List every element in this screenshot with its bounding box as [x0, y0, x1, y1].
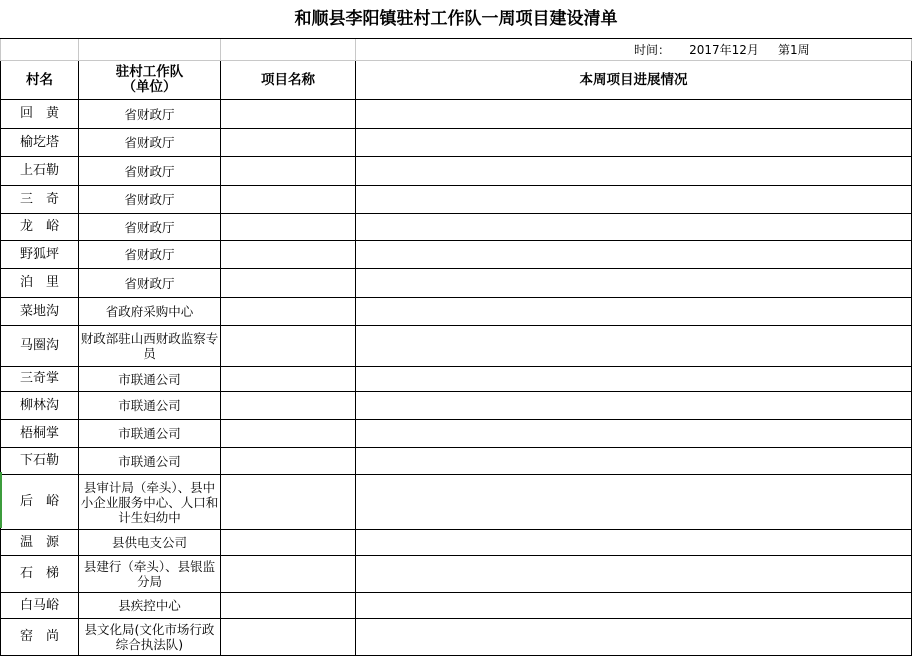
- village-cell[interactable]: 三 奇: [1, 186, 79, 214]
- blank-cell[interactable]: [79, 39, 221, 61]
- unit-cell[interactable]: 市联通公司: [79, 448, 221, 475]
- unit-cell[interactable]: 省财政厅: [79, 214, 221, 241]
- table-row: [1, 326, 912, 367]
- table-row: [1, 241, 912, 269]
- progress-cell[interactable]: [356, 367, 912, 392]
- unit-cell[interactable]: 市联通公司: [79, 367, 221, 392]
- unit-cell[interactable]: 财政部驻山西财政监察专员: [79, 326, 221, 367]
- project-cell[interactable]: [221, 448, 356, 475]
- progress-cell[interactable]: [356, 129, 912, 157]
- project-cell[interactable]: [221, 530, 356, 556]
- table-row: [1, 556, 912, 593]
- table-row: [1, 157, 912, 186]
- progress-cell[interactable]: [356, 593, 912, 619]
- unit-cell[interactable]: 省财政厅: [79, 129, 221, 157]
- progress-cell[interactable]: [356, 530, 912, 556]
- progress-cell[interactable]: [356, 392, 912, 420]
- progress-cell[interactable]: [356, 326, 912, 367]
- progress-cell[interactable]: [356, 298, 912, 326]
- unit-cell[interactable]: 市联通公司: [79, 392, 221, 420]
- unit-cell[interactable]: 县建行（牵头）、县银监分局: [79, 556, 221, 593]
- table-row: [1, 420, 912, 448]
- project-cell[interactable]: [221, 367, 356, 392]
- unit-cell[interactable]: 县供电支公司: [79, 530, 221, 556]
- village-cell[interactable]: 白马峪: [1, 593, 79, 619]
- project-cell[interactable]: [221, 298, 356, 326]
- unit-cell[interactable]: 省财政厅: [79, 157, 221, 186]
- progress-cell[interactable]: [356, 157, 912, 186]
- unit-cell[interactable]: 省财政厅: [79, 100, 221, 129]
- progress-cell[interactable]: [356, 186, 912, 214]
- village-cell[interactable]: 回 黄: [1, 100, 79, 129]
- project-cell[interactable]: [221, 186, 356, 214]
- village-cell[interactable]: 窑 尚: [1, 619, 79, 656]
- village-cell[interactable]: 后 峪: [1, 475, 79, 530]
- village-cell[interactable]: 石 梯: [1, 556, 79, 593]
- table-row: [1, 100, 912, 129]
- village-cell[interactable]: 下石勒: [1, 448, 79, 475]
- progress-cell[interactable]: [356, 100, 912, 129]
- project-cell[interactable]: [221, 241, 356, 269]
- project-cell[interactable]: [221, 129, 356, 157]
- village-cell[interactable]: 梧桐掌: [1, 420, 79, 448]
- header-project[interactable]: 项目名称: [221, 61, 356, 100]
- unit-cell[interactable]: 县疾控中心: [79, 593, 221, 619]
- table-row: [1, 129, 912, 157]
- header-team[interactable]: [79, 61, 221, 100]
- progress-cell[interactable]: [356, 556, 912, 593]
- project-cell[interactable]: [221, 326, 356, 367]
- village-cell[interactable]: 泊 里: [1, 269, 79, 298]
- progress-cell[interactable]: [356, 619, 912, 656]
- blank-cell[interactable]: [1, 39, 79, 61]
- progress-cell[interactable]: [356, 448, 912, 475]
- unit-cell[interactable]: 县审计局（牵头）、县中小企业服务中心、人口和计生妇幼中: [79, 475, 221, 530]
- sheet-title: 和顺县李阳镇驻村工作队一周项目建设清单: [1, 0, 912, 39]
- table-row: [1, 367, 912, 392]
- progress-cell[interactable]: [356, 241, 912, 269]
- unit-cell[interactable]: 市联通公司: [79, 420, 221, 448]
- project-cell[interactable]: [221, 593, 356, 619]
- header-village[interactable]: 村名: [1, 61, 79, 100]
- village-cell[interactable]: 龙 峪: [1, 214, 79, 241]
- table-row: [1, 186, 912, 214]
- table-row: [1, 214, 912, 241]
- time-text: 时间： 2017年12月 第1周: [634, 42, 810, 57]
- progress-cell[interactable]: [356, 214, 912, 241]
- village-cell[interactable]: 上石勒: [1, 157, 79, 186]
- table-row: [1, 392, 912, 420]
- table-row: [1, 298, 912, 326]
- unit-cell[interactable]: 省财政厅: [79, 269, 221, 298]
- selection-marker: [0, 472, 2, 528]
- project-cell[interactable]: [221, 269, 356, 298]
- project-cell[interactable]: [221, 392, 356, 420]
- blank-cell[interactable]: [221, 39, 356, 61]
- table-row: [1, 269, 912, 298]
- progress-cell[interactable]: [356, 420, 912, 448]
- village-cell[interactable]: 榆圪塔: [1, 129, 79, 157]
- table-row: [1, 475, 912, 530]
- unit-cell[interactable]: 省财政厅: [79, 186, 221, 214]
- progress-cell[interactable]: [356, 475, 912, 530]
- unit-cell[interactable]: 省政府采购中心: [79, 298, 221, 326]
- village-cell[interactable]: 温 源: [1, 530, 79, 556]
- village-cell[interactable]: 柳林沟: [1, 392, 79, 420]
- progress-cell[interactable]: [356, 269, 912, 298]
- table-body: [1, 100, 912, 656]
- project-cell[interactable]: [221, 157, 356, 186]
- table-row: [1, 619, 912, 656]
- project-cell[interactable]: [221, 420, 356, 448]
- village-cell[interactable]: 野狐坪: [1, 241, 79, 269]
- project-cell[interactable]: [221, 475, 356, 530]
- table-row: [1, 530, 912, 556]
- project-cell[interactable]: [221, 100, 356, 129]
- header-progress[interactable]: 本周项目进展情况: [356, 61, 912, 100]
- project-cell[interactable]: [221, 214, 356, 241]
- table-row: [1, 593, 912, 619]
- header-team-text: 驻村工作队 （单位）: [115, 64, 184, 95]
- project-cell[interactable]: [221, 619, 356, 656]
- unit-cell[interactable]: 省财政厅: [79, 241, 221, 269]
- village-cell[interactable]: 三奇掌: [1, 367, 79, 392]
- unit-cell[interactable]: 县文化局(文化市场行政综合执法队): [79, 619, 221, 656]
- village-cell[interactable]: 马圈沟: [1, 326, 79, 367]
- table-row: [1, 448, 912, 475]
- village-cell[interactable]: 菜地沟: [1, 298, 79, 326]
- project-cell[interactable]: [221, 556, 356, 593]
- time-label[interactable]: [356, 39, 912, 61]
